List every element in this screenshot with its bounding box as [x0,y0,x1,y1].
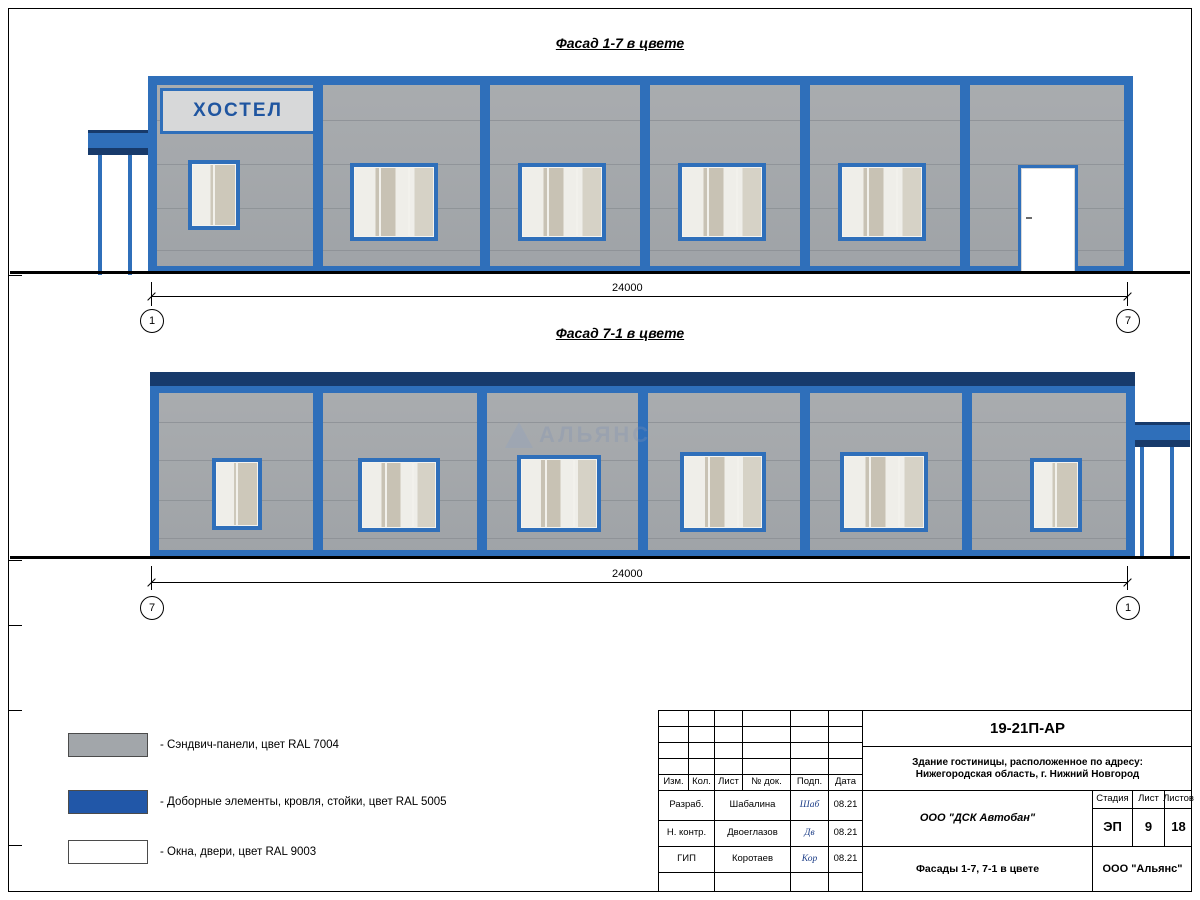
margin-tick [8,710,22,711]
rev-cell [743,711,791,727]
rev-cell [715,759,743,775]
view-title-facade-1-7: Фасад 1-7 в цвете [555,35,685,51]
ground-line [10,556,1190,559]
axis-bubble-left: 1 [140,309,164,333]
date-razrab: 08.21 [829,791,863,821]
facade-edge-left [150,386,159,556]
sheet-name: Фасады 1-7, 7-1 в цвете [863,847,1093,892]
rev-cell [689,743,715,759]
rev-cell [659,743,689,759]
rev-cell [829,727,863,743]
rev-cell [791,711,829,727]
object-title-line1: Здание гостиницы, расположенное по адресу: [912,757,1143,768]
window [358,458,440,532]
window [212,458,262,530]
legend-swatch-trim-roof-posts [68,790,148,814]
rev-cell [659,711,689,727]
legend-label: - Окна, двери, цвет RAL 9003 [160,846,317,858]
axis-bubble-right: 7 [1116,309,1140,333]
facade-pier [800,386,810,556]
rev-cell [743,743,791,759]
axis-bubble-right: 1 [1116,596,1140,620]
window-mullion [412,462,414,528]
rev-header-sign: Подп. [791,775,829,791]
canopy-hood-stripe [1128,440,1190,447]
sheets-label: Листов [1165,791,1192,809]
canopy-post [1140,447,1144,557]
dim-extension [1127,566,1128,590]
sheet-code: 19-21П-АР [863,711,1192,747]
rev-header-date: Дата [829,775,863,791]
rev-cell [659,759,689,775]
margin-tick [8,625,22,626]
stage-value: ЭП [1093,809,1133,847]
legend-label: - Сэндвич-панели, цвет RAL 7004 [160,739,339,751]
legend-label: - Доборные элементы, кровля, стойки, цвет RAL 5005 [160,796,447,808]
facade-pier [313,386,323,556]
legend-swatch-sandwich-panels [68,733,148,757]
rev-cell [743,727,791,743]
window-glass [521,459,597,528]
rev-cell [689,727,715,743]
canopy-post [1170,447,1174,557]
window-mullion [385,462,387,528]
legend-item-windows-doors [68,840,316,864]
rev-cell [715,873,791,892]
name-ncontr: Двоеглазов [715,821,791,847]
facade-edge-right [1126,386,1135,556]
name-gip: Коротаев [715,847,791,873]
sheet-value: 9 [1133,809,1165,847]
rev-cell [791,743,829,759]
rev-cell [791,873,829,892]
rev-header-doc: № док. [743,775,791,791]
dim-line [151,582,1127,583]
role-ncontr: Н. контр. [659,821,715,847]
rev-cell [715,727,743,743]
window-mullion [898,456,900,528]
rev-header-list: Лист [715,775,743,791]
signature-razrab: Шаб [791,791,829,821]
rev-cell [743,759,791,775]
rev-header-izm: Изм. [659,775,689,791]
name-razrab: Шабалина [715,791,791,821]
rev-cell [659,727,689,743]
window [680,452,766,532]
watermark-triangle-icon [505,422,533,448]
window-mullion [236,462,238,526]
window-glass [684,456,762,528]
rev-cell [829,743,863,759]
roof-parapet [150,372,1135,386]
title-block [658,710,1192,892]
margin-tick [8,845,22,846]
axis-bubble-left: 7 [140,596,164,620]
view-title-facade-7-1: Фасад 7-1 в цвете [555,325,685,341]
window [840,452,928,532]
window [1030,458,1082,532]
dim-text-overall: 24000 [612,568,643,580]
rev-header-kol: Кол. [689,775,715,791]
date-gip: 08.21 [829,847,863,873]
facade-pier [477,386,487,556]
dim-extension [151,566,152,590]
rev-cell [829,711,863,727]
window-glass [362,462,436,528]
owner-company: ООО "Альянс" [1102,863,1183,876]
window [517,455,601,532]
rev-cell [689,759,715,775]
rev-cell [689,711,715,727]
signature-gip: Кор [791,847,829,873]
hostel-sign: ХОСТЕЛ [160,88,316,134]
stage-label: Стадия [1093,791,1133,809]
object-title [863,747,1192,791]
sheets-value: 18 [1165,809,1192,847]
legend-item-sandwich-panels [68,733,339,757]
rev-cell [715,743,743,759]
designer-company: ООО "ДСК Автобан" [863,791,1093,847]
legend-swatch-windows-doors [68,840,148,864]
window-mullion [573,459,575,528]
rev-cell [715,711,743,727]
window-mullion [737,456,739,528]
window-mullion [545,459,547,528]
window-glass [844,456,924,528]
rev-cell [829,873,863,892]
role-razrab: Разраб. [659,791,715,821]
date-ncontr: 08.21 [829,821,863,847]
window-mullion [708,456,710,528]
watermark [505,412,725,458]
window-mullion [1055,462,1057,528]
rev-cell [791,759,829,775]
signature-ncontr: Дв [791,821,829,847]
object-title-line2: Нижегородская область, г. Нижний Новгород [915,768,1140,780]
role-gip: ГИП [659,847,715,873]
legend-item-trim-roof-posts [68,790,447,814]
watermark-text: АЛЬЯНС [539,422,652,447]
rev-cell [791,727,829,743]
sheet-label: Лист [1133,791,1165,809]
facade-pier [962,386,972,556]
entrance-canopy-right [1128,422,1190,557]
dim-text-overall: 24000 [612,282,643,294]
rev-cell [659,873,715,892]
window-mullion [869,456,871,528]
rev-cell [829,759,863,775]
